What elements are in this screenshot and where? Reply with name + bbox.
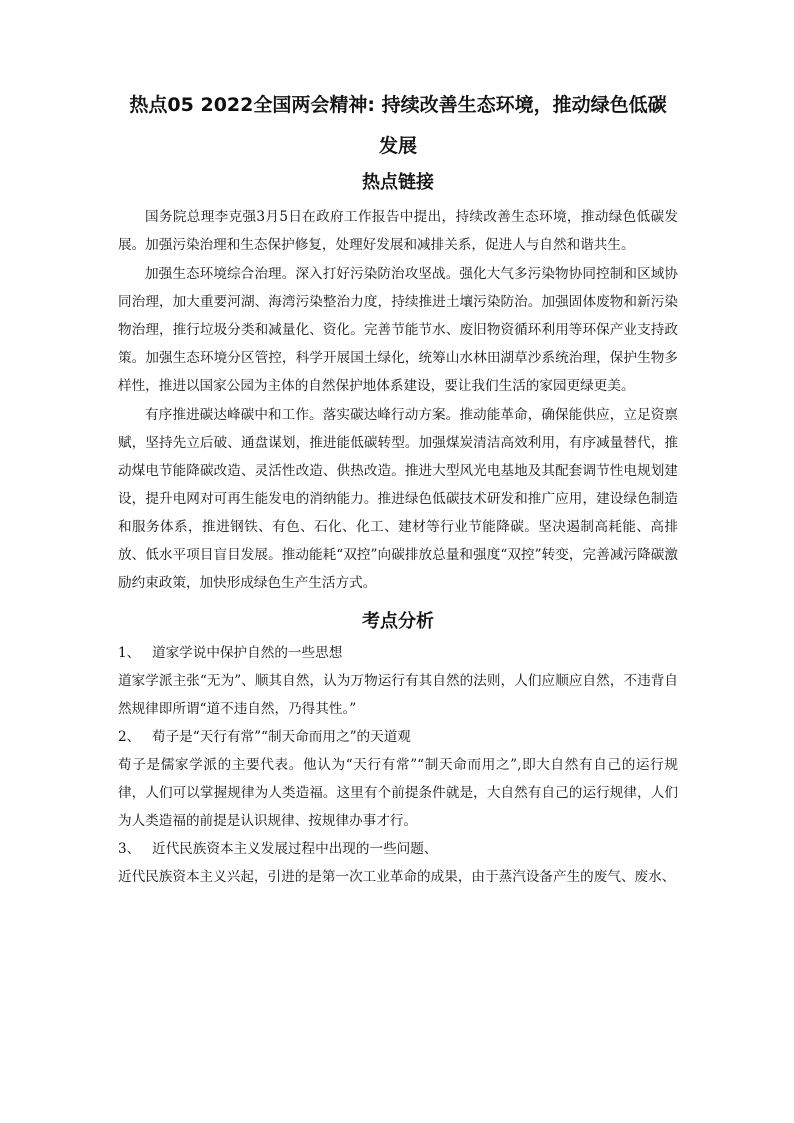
hotlink-heading: 热点链接 <box>362 172 434 193</box>
hotlink-paragraph-3: 有序推进碳达峰碳中和工作。落实碳达峰行动方案。推动能革命，确保能供应，立足资禀赋，坚持先立后破、通盘谋划，推进能低碳转型。加强煤炭清洁高效利用，有序减量替代，推动煤电节能降碳改造、灵活性改造、供热改造。推进大型风光电基地及其配套调节性电规划建设，提升电网对可再生能发电的消纳能力。推进绿色低碳技术研发和推广应用，建设绿色制造和服务体系，推进钢铁、有色、石化、化工、建材等行业节能降碳。坚决遏制高耗能、高排放、低水平项目盲目发展。推动能耗“双控”向碳排放总量和强度“双控”转变，完善减污降碳激励约束政策，加快形成绿色生产生活方式。 <box>118 407 678 591</box>
analysis-item-3-text: 近代民族资本主义兴起，引进的是第一次工业革命的成果，由于蒸汽设备产生的废气、废水、 <box>118 869 676 885</box>
analysis-item-2-number: 2、 <box>118 729 141 745</box>
analysis-item-1-heading: 道家学说中保护自然的一些思想 <box>152 645 343 661</box>
analysis-item-3-number: 3、 <box>118 841 141 857</box>
analysis-item-2-title <box>118 723 678 751</box>
document-page <box>118 92 678 891</box>
analysis-item-2-heading: 荀子是“天行有常”“制天命而用之”的天道观 <box>152 729 411 745</box>
analysis-item-1-title <box>118 639 678 667</box>
document-title-line1: 热点05 2022全国两会精神: 持续改善生态环境，推动绿色低碳 <box>129 94 667 116</box>
analysis-heading: 考点分析 <box>362 611 434 632</box>
analysis-item-1-number: 1、 <box>118 645 141 661</box>
analysis-item-3-title <box>118 835 678 863</box>
analysis-item-2-text: 荀子是儒家学派的主要代表。他认为“天行有常”“制天命而用之”,即大自然有自己的运行规律，人们可以掌握规律为人类造福。这里有个前提条件就是，大自然有自己的运行规律，人们为人类造福的前提是认识规律、按规律办事才行。 <box>118 757 678 829</box>
hotlink-paragraph-1: 国务院总理李克强3月5日在政府工作报告中提出，持续改善生态环境，推动绿色低碳发展。加强污染治理和生态保护修复，处理好发展和减排关系，促进人与自然和谐共生。 <box>118 209 678 253</box>
analysis-item-1-text: 道家学派主张“无为”、顺其自然，认为万物运行有其自然的法则，人们应顺应自然，不违背自然规律即所谓“道不违自然，乃得其性。” <box>118 673 678 717</box>
analysis-item-3-heading: 近代民族资本主义发展过程中出现的一些问题、 <box>152 841 438 857</box>
document-title-line2: 发展 <box>378 135 417 157</box>
hotlink-paragraph-2: 加强生态环境综合治理。深入打好污染防治攻坚战。强化大气多污染物协同控制和区域协同治理，加大重要河湖、海湾污染整治力度，持续推进土壤污染防治。加强固体废物和新污染物治理，推行垃圾分类和减量化、资化。完善节能节水、废旧物资循环利用等环保产业支持政策。加强生态环境分区管控，科学开展国土绿化，统筹山水林田湖草沙系统治理，保护生物多样性，推进以国家公园为主体的自然保护地体系建设，要让我们生活的家园更绿更美。 <box>118 266 678 394</box>
